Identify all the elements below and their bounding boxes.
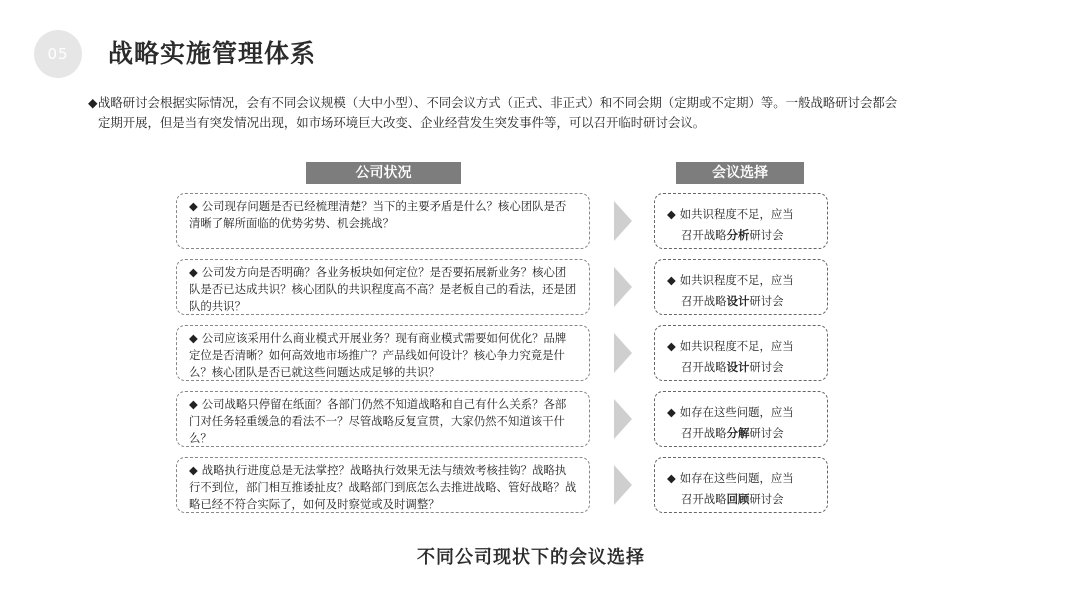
- chevron-right-icon: [612, 267, 634, 307]
- page-title: 战略实施管理体系: [108, 39, 317, 68]
- meeting-text-5c: 研讨会: [749, 492, 784, 506]
- situation-box-1: [176, 193, 590, 249]
- meeting-text-1b: 召开战略: [681, 228, 727, 242]
- meeting-box-2: [654, 259, 828, 315]
- meeting-text-3c: 研讨会: [749, 360, 784, 374]
- meeting-text-2a: 如共识程度不足，应当: [679, 273, 794, 287]
- situation-box-3: [176, 325, 590, 381]
- meeting-box-5: [654, 457, 828, 513]
- bullet-diamond: ◆: [189, 265, 198, 279]
- meeting-type-3: 设计: [726, 360, 750, 374]
- bullet-diamond: ◆: [667, 405, 676, 419]
- company-status-header: 公司状况: [306, 162, 461, 184]
- meeting-text-2c: 研讨会: [749, 294, 784, 308]
- intro-line-2: 定期开展，但是当有突发情况出现，如市场环境巨大改变、企业经营发生突发事件等，可以召开临时研讨会议。: [98, 115, 706, 130]
- bullet-diamond: ◆: [189, 331, 198, 345]
- section-number-badge: 05: [34, 30, 82, 78]
- meeting-type-4: 分解: [726, 426, 750, 440]
- bullet-diamond: ◆: [667, 471, 676, 485]
- meeting-type-2: 设计: [726, 294, 750, 308]
- situation-text-5: 战略执行进度总是无法掌控？战略执行效果无法与绩效考核挂钩？战略执行不到位，部门相互推诿扯皮？战略部门到底怎么去推进战略、管好战略？战略已经不符合实际了，如何及时察觉或及时调整？: [189, 463, 577, 511]
- meeting-text-2b: 召开战略: [681, 294, 727, 308]
- meeting-type-1: 分析: [726, 228, 750, 242]
- meeting-text-1a: 如共识程度不足，应当: [679, 207, 794, 221]
- situation-text-4: 公司战略只停留在纸面？各部门仍然不知道战略和自己有什么关系？各部门对任务轻重缓急的看法不一？尽管战略反复宣贯，大家仍然不知道该干什么？: [189, 397, 567, 445]
- bullet-diamond: ◆: [667, 207, 676, 221]
- meeting-text-3a: 如共识程度不足，应当: [679, 339, 794, 353]
- meeting-text-4a: 如存在这些问题，应当: [679, 405, 794, 419]
- chevron-right-icon: [612, 465, 634, 505]
- bullet-diamond: ◆: [189, 463, 198, 477]
- situation-box-5: [176, 457, 590, 513]
- situation-text-1: 公司现存问题是否已经梳理清楚？当下的主要矛盾是什么？核心团队是否清晰了解所面临的优势劣势、机会挑战？: [189, 199, 567, 230]
- intro-paragraph: [88, 93, 988, 133]
- meeting-text-5b: 召开战略: [681, 492, 727, 506]
- meeting-box-1: [654, 193, 828, 249]
- meeting-text-4c: 研讨会: [749, 426, 784, 440]
- meeting-text-5a: 如存在这些问题，应当: [679, 471, 794, 485]
- meeting-choice-header: 会议选择: [676, 162, 804, 184]
- chevron-right-icon: [612, 201, 634, 241]
- meeting-text-3b: 召开战略: [681, 360, 727, 374]
- situation-box-4: [176, 391, 590, 447]
- bullet-diamond: ◆: [88, 95, 98, 110]
- chevron-right-icon: [612, 399, 634, 439]
- bullet-diamond: ◆: [189, 397, 198, 411]
- meeting-text-1c: 研讨会: [749, 228, 784, 242]
- meeting-text-4b: 召开战略: [681, 426, 727, 440]
- situation-text-3: 公司应该采用什么商业模式开展业务？现有商业模式需要如何优化？品牌定位是否清晰？如何高效地市场推广？产品线如何设计？核心争力究竟是什么？核心团队是否已就这些问题达成足够的共识？: [189, 331, 567, 379]
- chevron-right-icon: [612, 333, 634, 373]
- situation-box-2: [176, 259, 590, 315]
- bullet-diamond: ◆: [189, 199, 198, 213]
- meeting-box-4: [654, 391, 828, 447]
- bullet-diamond: ◆: [667, 273, 676, 287]
- bullet-diamond: ◆: [667, 339, 676, 353]
- meeting-box-3: [654, 325, 828, 381]
- intro-line-1: 战略研讨会根据实际情况，会有不同会议规模（大中小型）、不同会议方式（正式、非正式）和不同会期（定期或不定期）等。一般战略研讨会都会: [98, 95, 898, 110]
- situation-text-2: 公司发方向是否明确？各业务板块如何定位？是否要拓展新业务？核心团队是否已达成共识？核心团队的共识程度高不高？是老板自己的看法，还是团队的共识？: [189, 265, 577, 313]
- figure-caption: 不同公司现状下的会议选择: [417, 547, 645, 568]
- meeting-type-5: 回顾: [726, 492, 750, 506]
